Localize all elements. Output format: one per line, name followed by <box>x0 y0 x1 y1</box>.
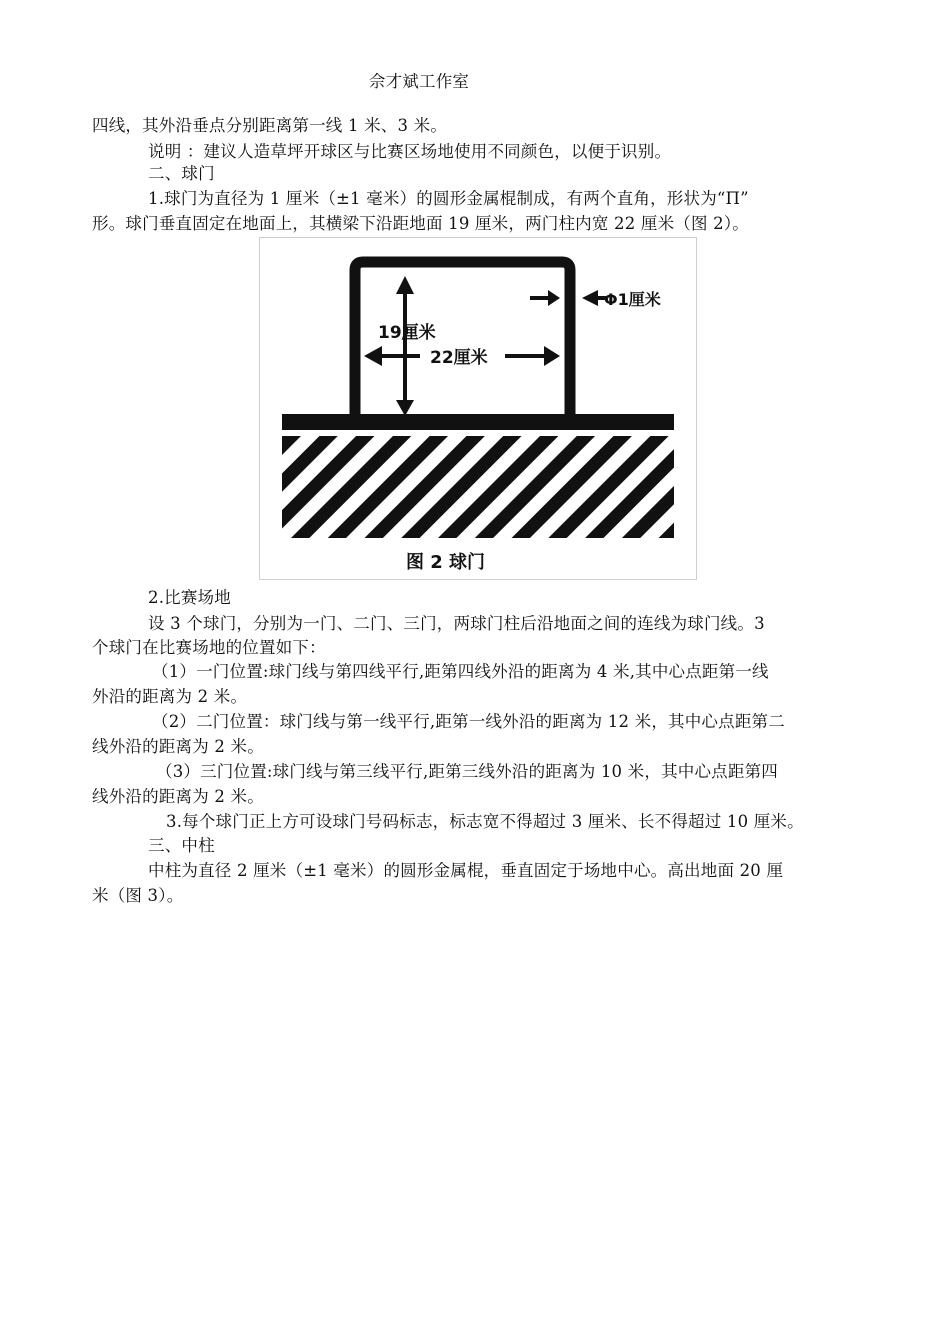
paragraph-goal-2: 形。球门垂直固定在地面上，其横梁下沿距地面 19 厘米，两门柱内宽 22 厘米（图 2）。 <box>92 214 749 233</box>
ground-bar <box>282 414 674 430</box>
paragraph-note: 说明 ：建议人造草坪开球区与比赛区场地使用不同颜色，以便于识别。 <box>148 142 672 161</box>
item-gate-2-cont: 线外沿的距离为 2 米。 <box>92 737 264 756</box>
section-heading-center-post: 三、中柱 <box>148 836 215 855</box>
item-gate-3-cont: 线外沿的距离为 2 米。 <box>92 787 264 806</box>
ground-hatch <box>282 436 674 538</box>
paragraph-center-post-1: 中柱为直径 2 厘米（±1 毫米）的圆形金属棍，垂直固定于场地中心。高出地面 20 厘 <box>148 861 784 880</box>
goal-figure <box>259 237 697 580</box>
width-label: 22厘米 <box>430 348 488 368</box>
item-gate-3: （3）三门位置:球门线与第三线平行,距第三线外沿的距离为 10 米，其中心点距第四 <box>156 762 778 781</box>
item-gate-1-cont: 外沿的距离为 2 米。 <box>92 687 248 706</box>
paragraph-goal-1: 1.球门为直径为 1 厘米（±1 毫米）的圆形金属棍制成，有两个直角，形状为“Π” <box>148 189 749 208</box>
item-gate-1: （1）一门位置:球门线与第四线平行,距第四线外沿的距离为 4 米,其中心点距第一线 <box>152 662 769 681</box>
paragraph-field-1: 设 3 个球门，分别为一门、二门、三门，两球门柱后沿地面之间的连线为球门线。3 <box>148 614 765 633</box>
diameter-label: Φ1厘米 <box>604 290 661 309</box>
section-heading-field: 2.比赛场地 <box>148 588 231 607</box>
paragraph-gate-sign: 3.每个球门正上方可设球门号码标志，标志宽不得超过 3 厘米、长不得超过 10 厘米。 <box>166 812 804 831</box>
page-header: 佘才斌工作室 <box>368 72 470 91</box>
figure-caption: 图 2 球门 <box>406 552 486 573</box>
paragraph-field-2: 个球门在比赛场地的位置如下： <box>92 638 326 657</box>
height-label: 19厘米 <box>378 323 436 343</box>
paragraph-center-post-2: 米（图 3）。 <box>92 886 184 905</box>
goal-diagram <box>260 238 696 579</box>
paragraph-line-1: 四线，其外沿垂点分别距离第一线 1 米、3 米。 <box>92 116 448 135</box>
item-gate-2: （2）二门位置：球门线与第一线平行,距第一线外沿的距离为 12 米，其中心点距第二 <box>152 712 785 731</box>
section-heading-goal: 二、球门 <box>148 164 215 183</box>
